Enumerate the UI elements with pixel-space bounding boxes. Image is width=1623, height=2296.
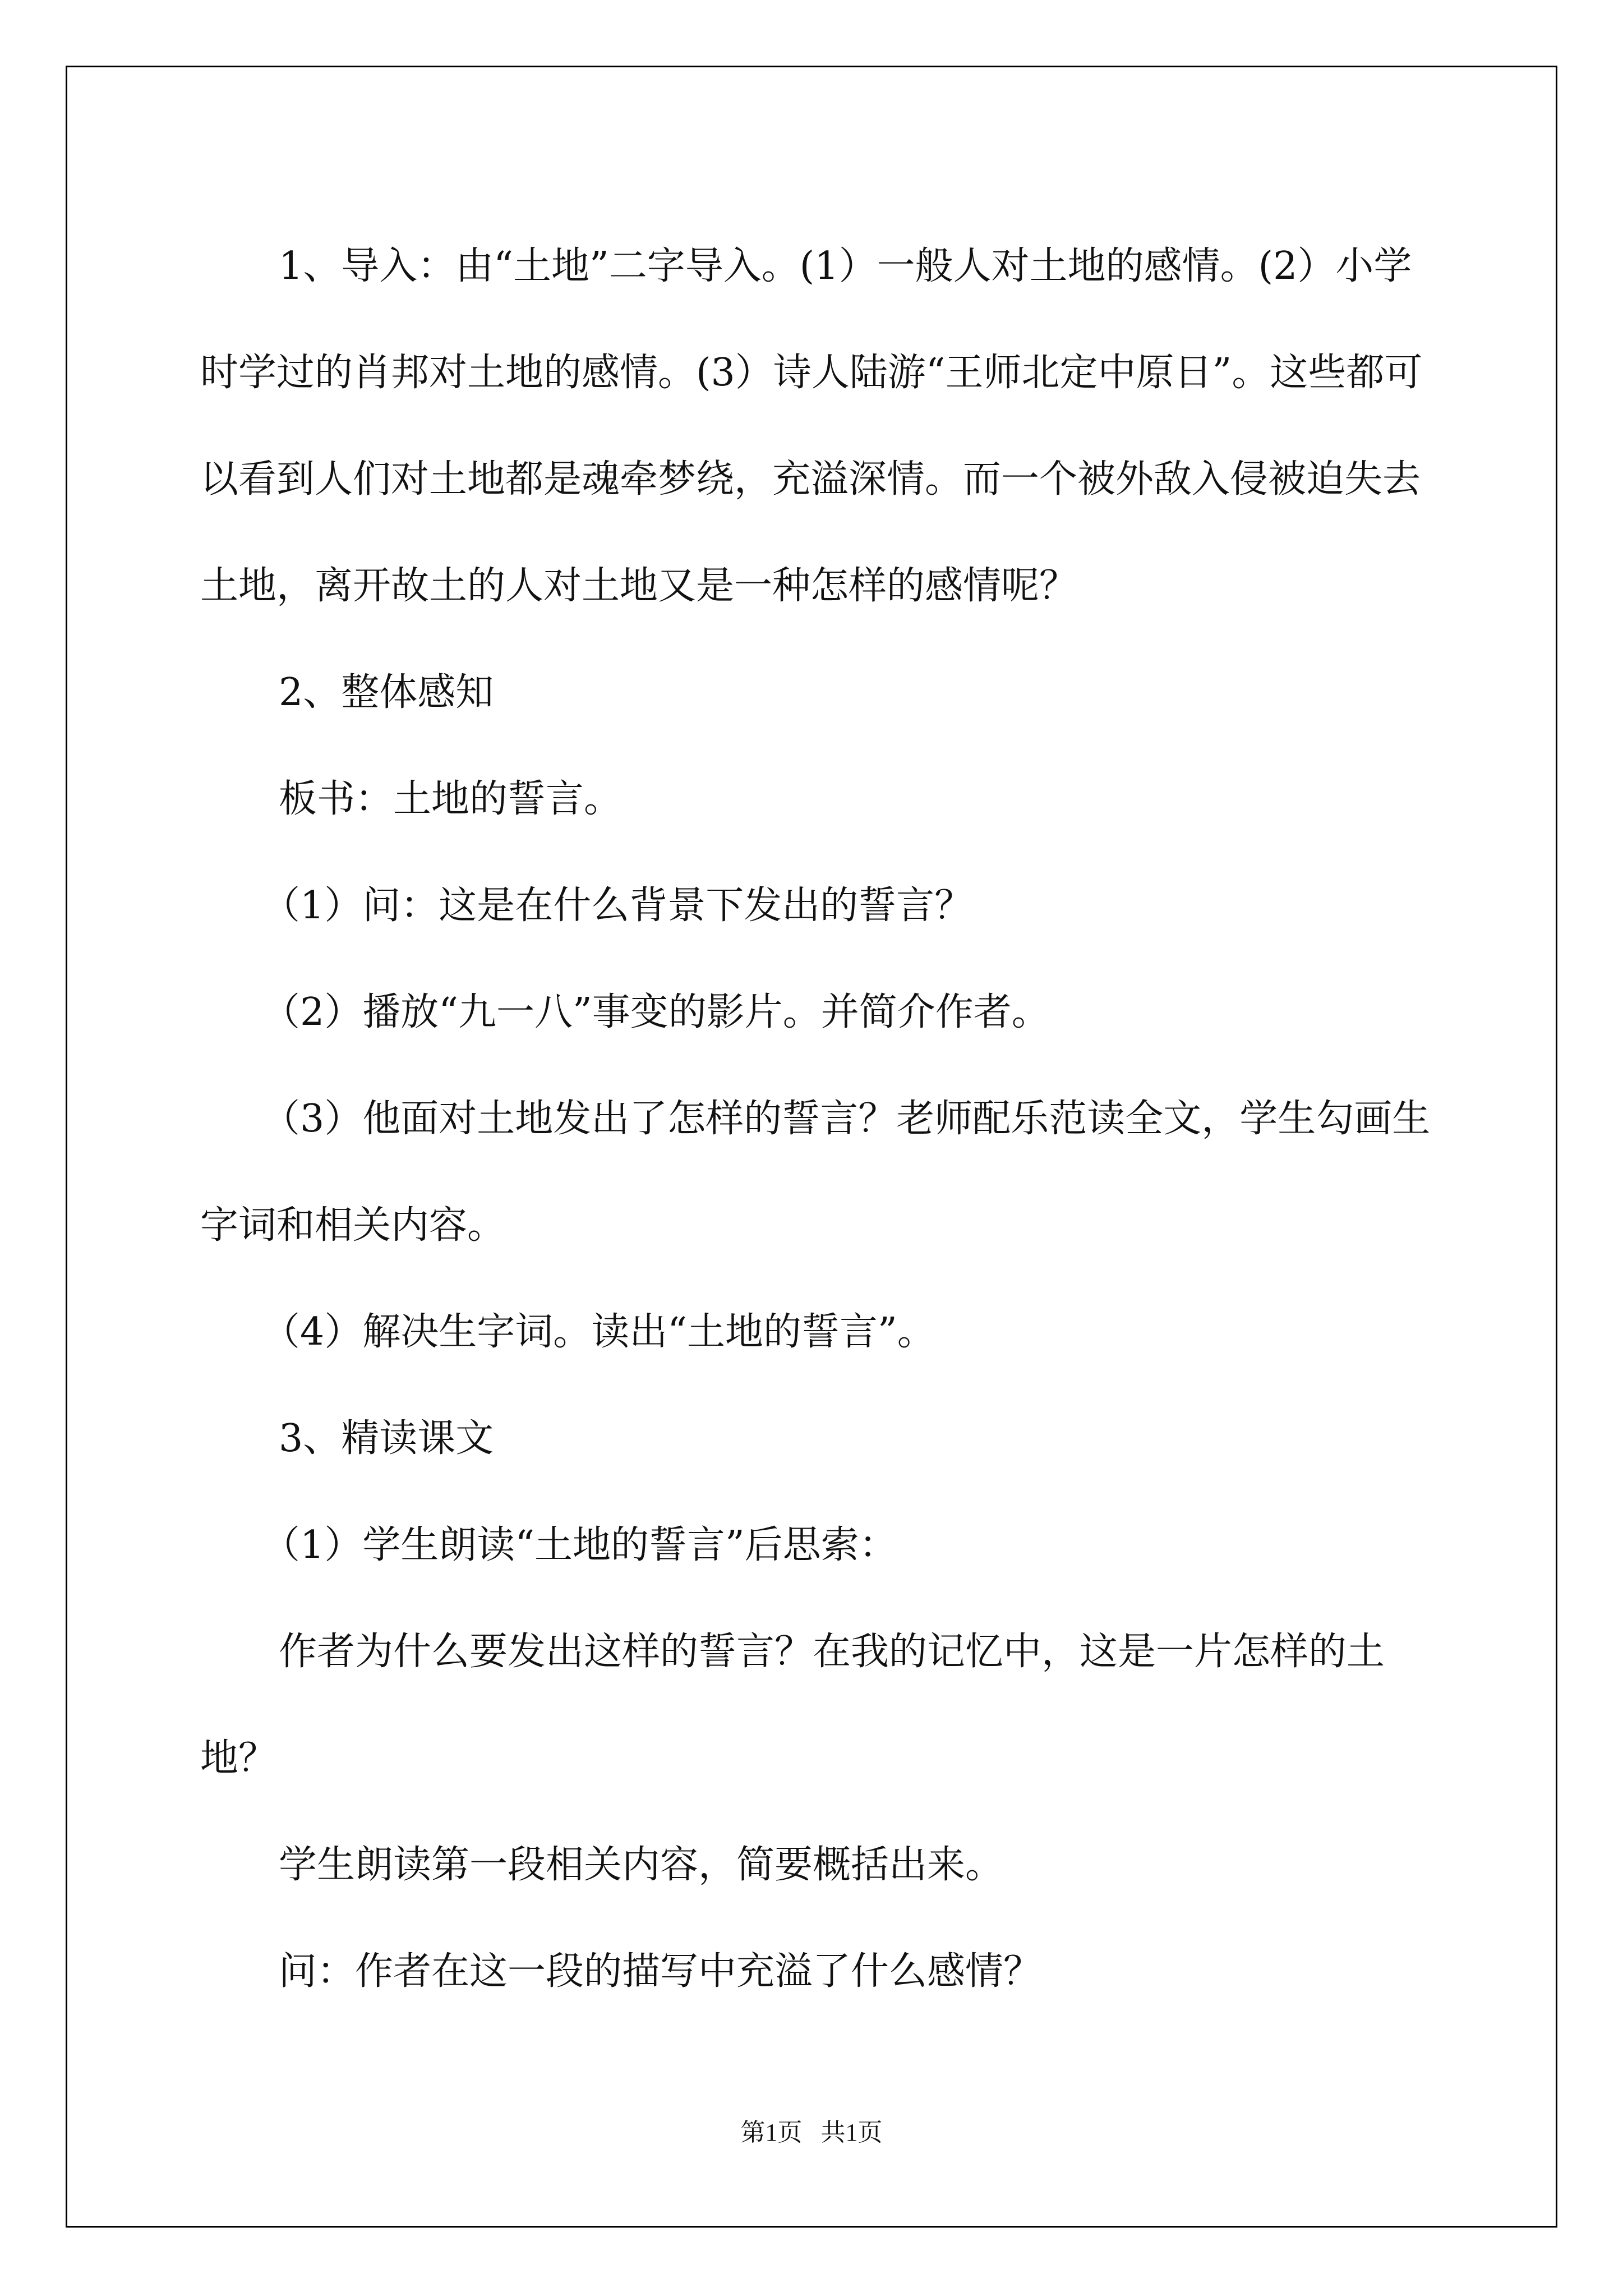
paragraph-question-4: （4）解决生字词。读出“土地的誓言”。 <box>262 1310 935 1354</box>
paragraph-question-1: （1）问：这是在什么背景下发出的誓言？ <box>262 884 973 928</box>
heading-overall-perception: 2、整体感知 <box>279 670 494 715</box>
page-number-footer: 第1页 共1页 <box>740 2119 883 2146</box>
paragraph-emotion-question: 问：作者在这一段的描写中充溢了什么感情？ <box>279 1949 1042 1994</box>
paragraph-reading-1: （1）学生朗读“土地的誓言”后思索： <box>262 1523 897 1567</box>
paragraph-question-2: （2）播放“九一八”事变的影片。并简介作者。 <box>262 990 1050 1034</box>
paragraph-blackboard: 板书：土地的誓言。 <box>279 777 623 821</box>
paragraph-summarize: 学生朗读第一段相关内容，简要概括出来。 <box>279 1843 1004 1887</box>
document-body <box>200 213 1434 2025</box>
paragraph-intro: 1、导入：由“土地”二字导入。(1）一般人对土地的感情。(2）小学时学过的肖邦对土地的感情。(3）诗人陆游“王师北定中原日”。这些都可以看到人们对土地都是魂牵梦绕，充溢深情。而一个被外敌入侵被迫失去土地，离开故土的人对土地又是一种怎样的感情呢？ <box>200 244 1423 608</box>
paragraph-why-oath: 作者为什么要发出这样的誓言？在我的记忆中，这是一片怎样的土地？ <box>200 1630 1385 1780</box>
heading-close-reading: 3、精读课文 <box>279 1416 494 1461</box>
paragraph-question-3: （3）他面对土地发出了怎样的誓言？老师配乐范读全文，学生勾画生字词和相关内容。 <box>200 1097 1431 1248</box>
